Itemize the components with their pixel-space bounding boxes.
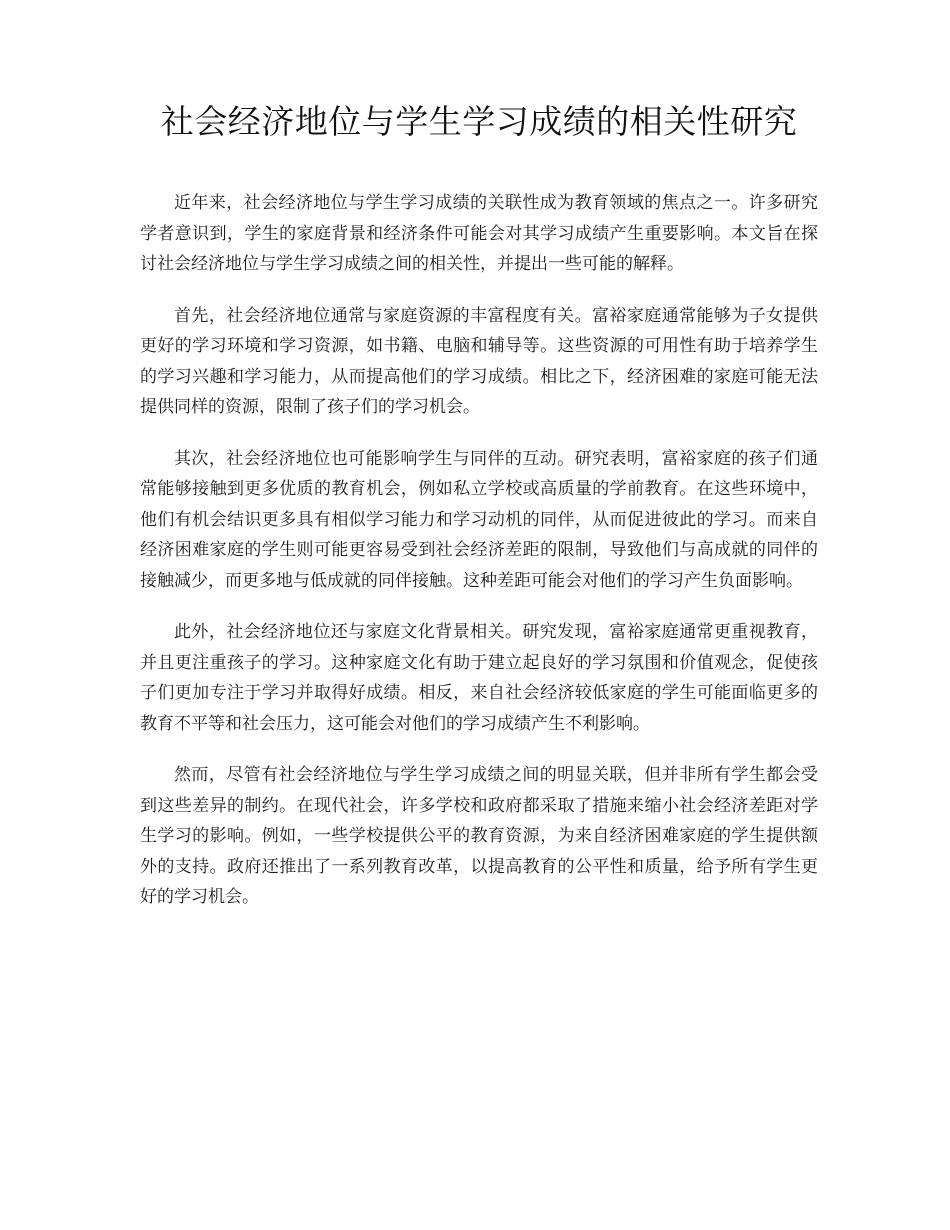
paragraph-peer-interaction: 其次，社会经济地位也可能影响学生与同伴的互动。研究表明，富裕家庭的孩子们通常能够接触到更多优质的教育机会，例如私立学校或高质量的学前教育。在这些环境中，他们有机会结识更多具有相似学习能力和学习动机的同伴，从而促进彼此的学习。而来自经济困难家庭的学生则可能更容易受到社会经济差距的限制，导致他们与高成就的同伴的接触减少，而更多地与低成就的同伴接触。这种差距可能会对他们的学习产生负面影响。 [140, 448, 818, 591]
paragraph-intro: 近年来，社会经济地位与学生学习成绩的关联性成为教育领域的焦点之一。许多研究学者意识到，学生的家庭背景和经济条件可能会对其学习成绩产生重要影响。本文旨在探讨社会经济地位与学生学习成绩之间的相关性，并提出一些可能的解释。 [140, 193, 818, 274]
document-title: 社会经济地位与学生学习成绩的相关性研究 [160, 102, 798, 141]
paragraph-family-culture: 此外，社会经济地位还与家庭文化背景相关。研究发现，富裕家庭通常更重视教育，并且更注重孩子的学习。这种家庭文化有助于建立起良好的学习氛围和价值观念，促使孩子们更加专注于学习并取得好成绩。相反，来自社会经济较低家庭的学生可能面临更多的教育不平等和社会压力，这可能会对他们的学习成绩产生不利影响。 [140, 622, 818, 734]
paragraph-family-resources: 首先，社会经济地位通常与家庭资源的丰富程度有关。富裕家庭通常能够为子女提供更好的学习环境和学习资源，如书籍、电脑和辅导等。这些资源的可用性有助于培养学生的学习兴趣和学习能力，从而提高他们的学习成绩。相比之下，经济困难的家庭可能无法提供同样的资源，限制了孩子们的学习机会。 [140, 305, 818, 417]
paragraph-mitigation: 然而，尽管有社会经济地位与学生学习成绩之间的明显关联，但并非所有学生都会受到这些差异的制约。在现代社会，许多学校和政府都采取了措施来缩小社会经济差距对学生学习的影响。例如，一些学校提供公平的教育资源，为来自经济困难家庭的学生提供额外的支持。政府还推出了一系列教育改革，以提高教育的公平性和质量，给予所有学生更好的学习机会。 [140, 765, 818, 907]
document-body [140, 188, 818, 913]
